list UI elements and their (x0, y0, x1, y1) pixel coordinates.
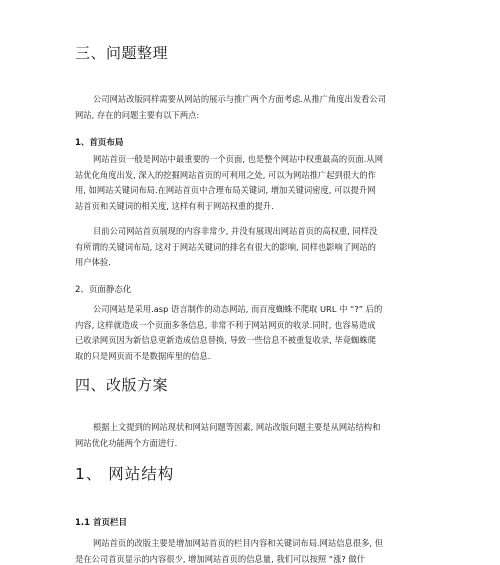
paragraph-line: 网站优化功能两个方面进行. (75, 437, 178, 448)
paragraph-line: 有所谓的关键词布局, 这对于网站关键词的排名有很大的影响, 同样也影响了网站的 (75, 241, 376, 252)
paragraph-line: 网站首页一般是网站中最重要的一个页面, 也是整个网站中权重最高的页面.从网 (93, 154, 384, 164)
paragraph-line: 公司网站改版同样需要从网站的展示与推广两个方面考虑.从推广角度出发看公司 (93, 94, 387, 104)
paragraph-line: 已收录网页因为新信息更新造成信息替换, 导致一些信息不被重复收录, 毕竟蜘蛛爬 (75, 335, 376, 346)
paragraph-line: 网站首页的改版主要是增加网站首页的栏目内容和关键词布局.网站信息很多, 但 (93, 538, 384, 548)
paragraph-line: 内容, 这样就造成一个页面多条信息, 非常不利于网站网页的收录.同时, 也容易造成 (75, 319, 376, 330)
section-4-1-heading: 1、 网站结构 (75, 465, 175, 483)
section-3-1-paragraph-1 (75, 152, 444, 214)
section-3-2-heading: 2、页面静态化 (75, 285, 132, 295)
section-3-intro-paragraph (75, 92, 444, 123)
paragraph-line: 用, 如网站关键词布局.在网站首页中合理布局关键词, 增加关键词密度, 可以提升网 (75, 185, 376, 196)
section-4-heading: 四、改版方案 (75, 376, 169, 394)
paragraph-line: 目前公司网站首页展现的内容非常少, 并没有展现出网站首页的高权重, 同样没 (93, 226, 378, 236)
paragraph-line: 站优化角度出发, 深入的挖掘网站首页的可利用之处, 可以为网站推广起到很大的作 (75, 169, 376, 180)
section-4-1-1-heading: 1.1 首页栏目 (75, 518, 128, 528)
paragraph-line: 站首页和关键词的相关度, 这样有利于网站权重的提升. (75, 200, 274, 211)
section-3-2-paragraph (75, 302, 444, 364)
paragraph-line: 公司网站是采用.asp 语言制作的动态网站, 而百度蜘蛛不爬取 URL 中 “?” 后的 (93, 304, 383, 314)
paragraph-line: 网站, 存在的问题主要有以下两点: (75, 109, 200, 120)
section-3-1-heading: 1、首页布局 (75, 138, 124, 148)
paragraph-line: 用户体验. (75, 257, 111, 268)
paragraph-line: 是在公司首页显示的内容很少, 增加网站首页的信息量, 我们可以按照 “涨? 做什 (75, 553, 366, 564)
section-3-heading: 三、问题整理 (75, 44, 169, 62)
section-3-1-paragraph-2 (75, 224, 444, 271)
section-4-intro-paragraph (75, 420, 444, 451)
paragraph-line: 取的只是网页而不是数据库里的信息. (75, 350, 211, 361)
paragraph-line: 根据上文提到的网站现状和网站问题等因素, 网站改版问题主要是从网站结构和 (93, 422, 381, 432)
section-4-1-1-paragraph (75, 536, 444, 565)
